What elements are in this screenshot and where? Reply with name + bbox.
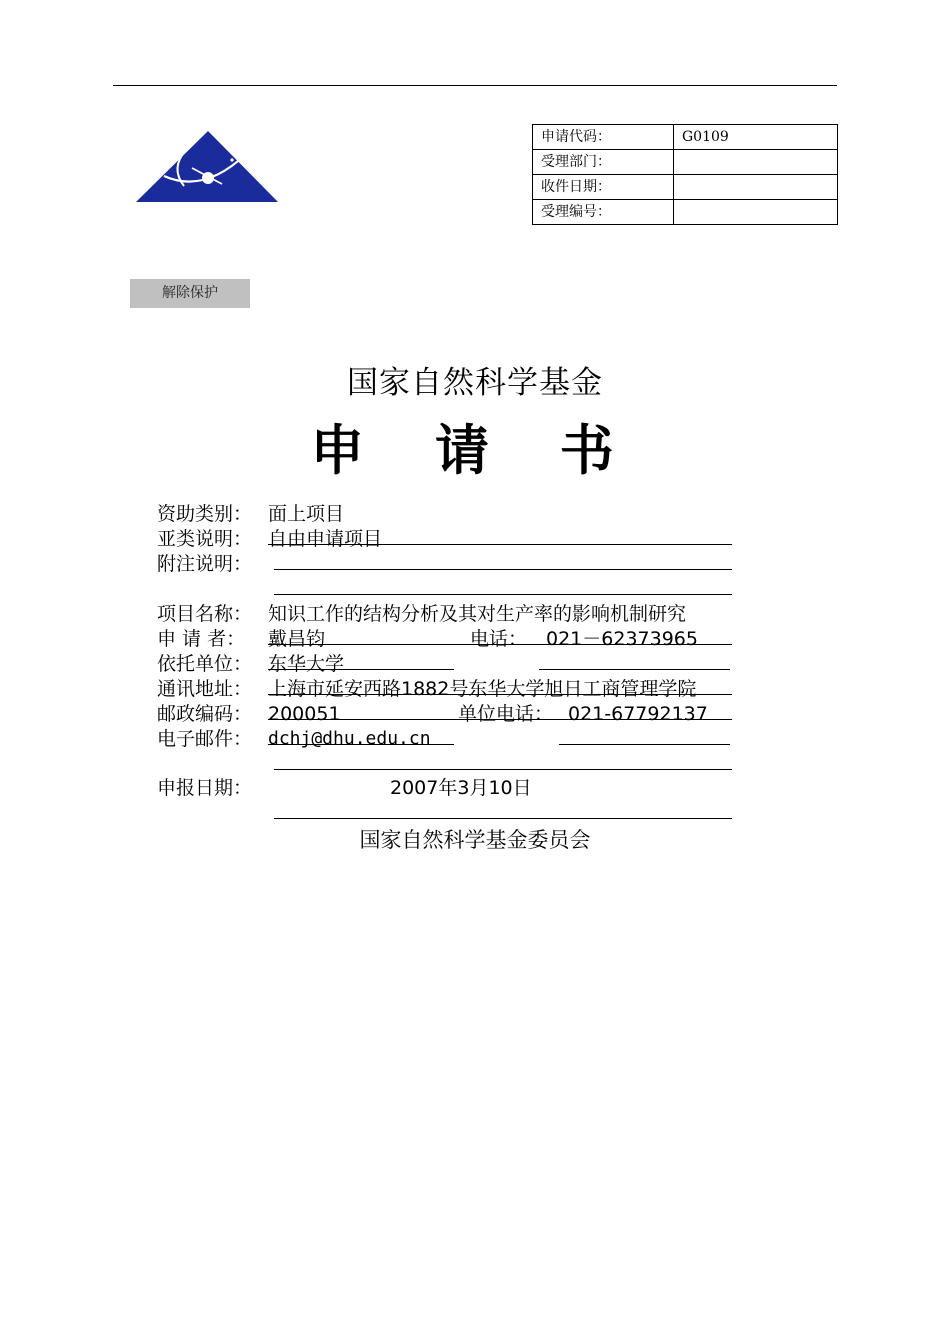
funding-type-value: 面上项目 [268,503,345,525]
applicant-value: 戴昌钧 [268,628,326,650]
note-label: 附注说明： [157,553,253,575]
page-subtitle: 申 请 书 [310,418,640,482]
info-row [533,150,838,175]
address-value: 上海市延安西路1882号东华大学旭日工商管理学院 [268,678,697,700]
email-value: dchj@dhu.edu.cn [268,728,431,749]
nsfc-logo-icon [134,128,280,206]
date-value: 2007年3月10日 [390,777,532,799]
info-label: 收件日期： [533,175,674,200]
page-title: 国家自然科学基金 [347,365,603,401]
institution-underline [268,669,454,670]
date-underline [274,818,732,819]
applicant-label: 申 请 者： [157,628,246,650]
unit-phone-value: 021-67792137 [568,703,708,725]
email-label: 电子邮件： [157,728,253,750]
institution-underline-2 [539,669,730,670]
unprotect-button[interactable]: 解除保护 [130,279,250,308]
info-value [674,150,838,175]
project-name-value: 知识工作的结构分析及其对生产率的影响机制研究 [268,603,687,625]
footer-committee: 国家自然科学基金委员会 [359,828,591,852]
postcode-label: 邮政编码： [157,703,253,725]
header-rule [113,85,837,86]
info-value [674,175,838,200]
info-label: 申请代码： [533,125,674,150]
subtype-underline [268,544,732,545]
unit-phone-label: 单位电话： [458,703,554,725]
note-underline-1 [274,569,732,570]
applicant-underline [268,644,732,645]
info-table [532,124,838,225]
phone-value: 021－62373965 [546,628,698,650]
info-value [674,200,838,225]
address-underline [268,694,732,695]
email-underline-2 [559,744,730,745]
subtype-label: 亚类说明： [157,528,253,550]
info-row [533,200,838,225]
project-name-label: 项目名称： [157,603,253,625]
postcode-value: 200051 [268,703,341,725]
info-row [533,125,838,150]
institution-value: 东华大学 [268,653,345,675]
note-underline-2 [274,594,732,595]
blank-underline [274,769,732,770]
funding-type-label: 资助类别： [157,503,253,525]
subtype-value: 自由申请项目 [268,528,383,550]
phone-label: 电话： [470,628,528,650]
info-row [533,175,838,200]
address-label: 通讯地址： [157,678,253,700]
info-label: 受理编号： [533,200,674,225]
info-label: 受理部门： [533,150,674,175]
info-value: G0109 [674,125,838,150]
email-underline [268,744,454,745]
institution-label: 依托单位： [157,653,253,675]
postcode-underline [268,719,732,720]
date-label: 申报日期： [157,777,253,799]
